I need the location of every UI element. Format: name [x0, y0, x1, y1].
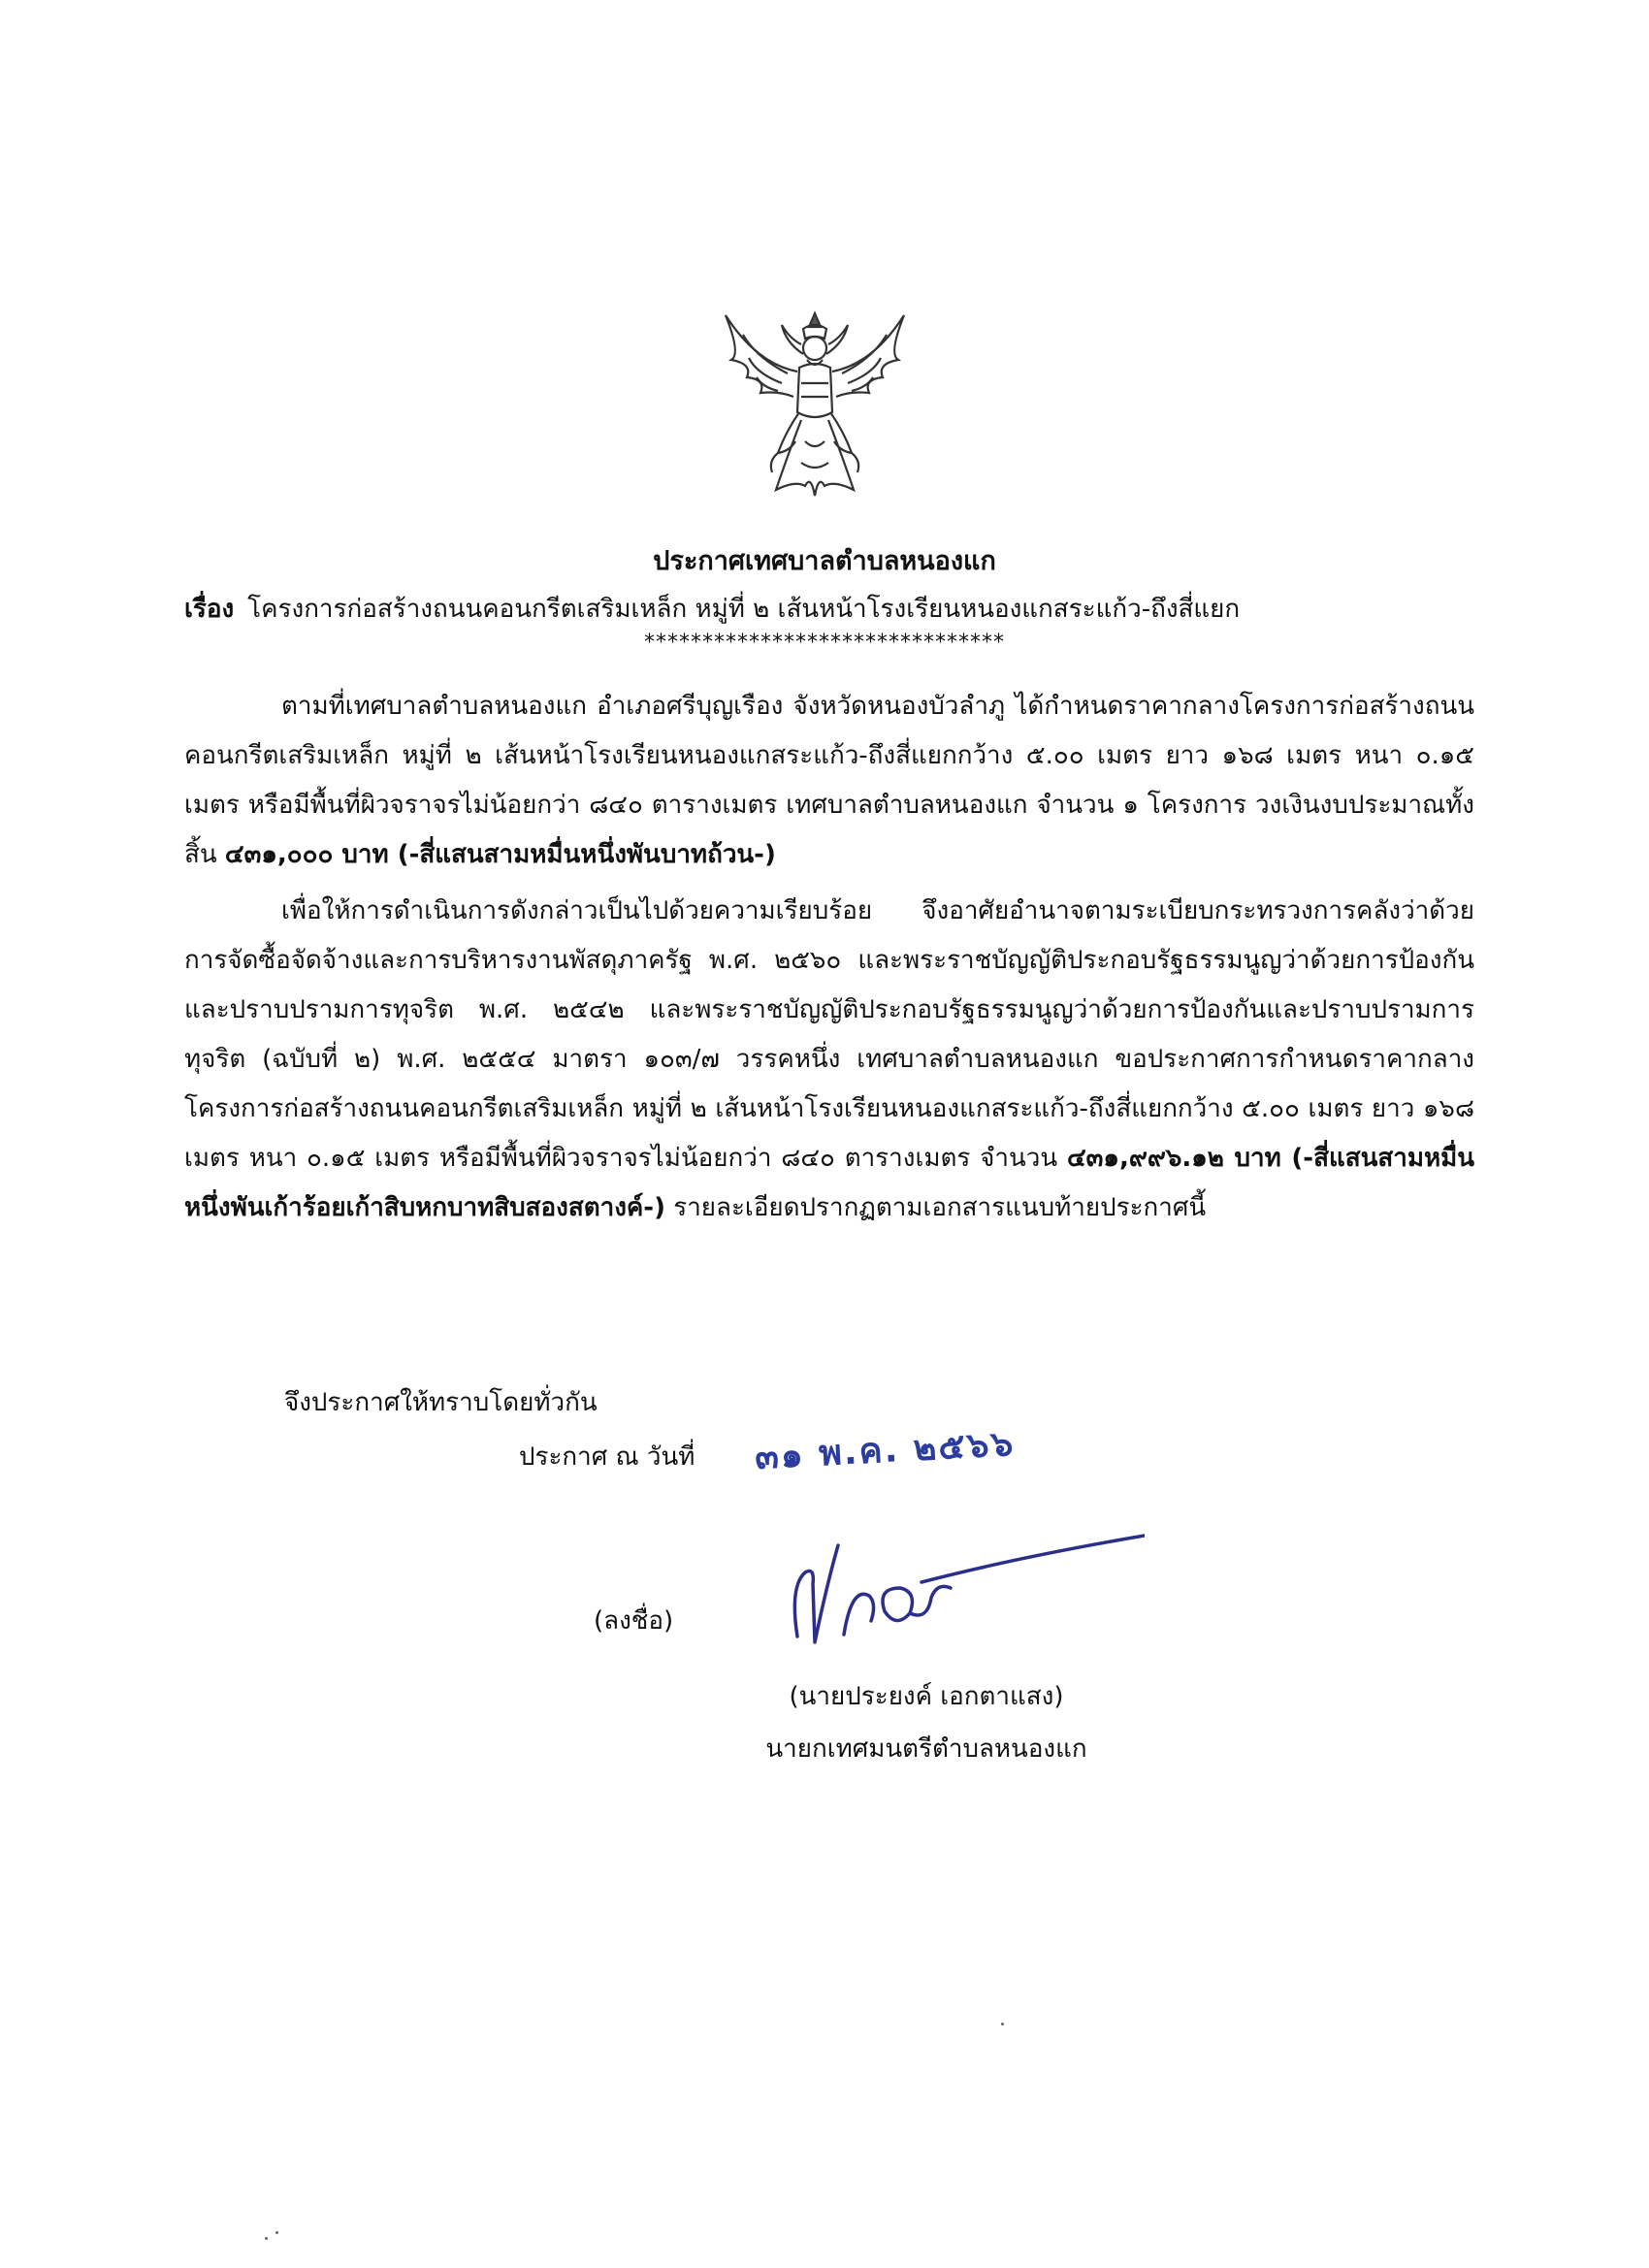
subject-text: โครงการก่อสร้างถนนคอนกรีตเสริมเหล็ก หมู่ที่ ๒ เส้นหน้าโรงเรียนหนองแกสระแก้ว-ถึงสี่แยก	[247, 595, 1241, 624]
announce-date-label: ประกาศ ณ วันที่	[519, 1442, 695, 1472]
subject-label: เรื่อง	[184, 595, 235, 624]
scan-speck	[1001, 2023, 1004, 2025]
subject-line	[184, 589, 1240, 629]
handwritten-signature-icon	[776, 1528, 1145, 1654]
scan-speck	[265, 2237, 268, 2240]
signer-title: นายกเทศมนตรีตำบลหนองแก	[765, 1734, 1087, 1764]
paragraph-2	[184, 887, 1474, 1233]
separator: *******************************	[644, 631, 1005, 655]
paragraph-1-amount: ๔๓๑,๐๐๐ บาท (-สี่แสนสามหมื่นหนึ่งพันบาทถ้วน-)	[224, 840, 776, 869]
signature-label: (ลงชื่อ)	[594, 1606, 674, 1636]
announce-date-stamp: ๓๑ พ.ค. ๒๕๖๖	[754, 1424, 1017, 1477]
paragraph-2-amount: ๔๓๑,๙๙๖.๑๒ บาท (-สี่แสนสามหมื่นหนึ่งพันเก้าร้อยเก้าสิบหกบาทสิบสองสตางค์-)	[184, 1144, 1475, 1222]
paragraph-1	[184, 682, 1474, 880]
paragraph-2-tail: รายละเอียดปรากฏตามเอกสารแนบท้ายประกาศนี้	[664, 1193, 1207, 1222]
scan-speck	[275, 2231, 278, 2234]
signer-name: (นายประยงค์ เอกตาแสง)	[789, 1682, 1064, 1711]
paragraph-2-text: เพื่อให้การดำเนินการดังกล่าวเป็นไปด้วยความเรียบร้อย จึงอาศัยอำนาจตามระเบียบกระทรวงการคลังว่าด้วยการจัดซื้อจัดจ้างและการบริหารงานพัสดุภาครัฐ พ.ศ. ๒๕๖๐ และพระราชบัญญัติประกอบรัฐธรรมนูญว่าด้วยการป้องกันและปราบปรามการทุจริต พ.ศ. ๒๕๔๒ และพระราชบัญญัติประกอบรัฐธรรมนูญว่าด้วยการป้องกันและปราบปรามการทุจริต (ฉบับที่ ๒) พ.ศ. ๒๕๕๔ มาตรา ๑๐๓/๗ วรรคหนึ่ง เทศบาลตำบลหนองแก ขอประกาศการกำหนดราคากลางโครงการก่อสร้างถนนคอนกรีตเสริมเหล็ก หมู่ที่ ๒ เส้นหน้าโรงเรียนหนองแกสระแก้ว-ถึงสี่แยกกว้าง ๕.๐๐ เมตร ยาว ๑๖๘ เมตร หนา ๐.๑๕ เมตร หรือมีพื้นที่ผิวจราจรไม่น้อยกว่า ๘๔๐ ตารางเมตร จำนวน	[184, 896, 1474, 1173]
closing-statement: จึงประกาศให้ทราบโดยทั่วกัน	[284, 1388, 598, 1417]
garuda-emblem-icon	[718, 296, 912, 504]
document-title: ประกาศเทศบาลตำบลหนองแก	[653, 546, 996, 576]
paragraph-1-text: ตามที่เทศบาลตำบลหนองแก อำเภอศรีบุญเรือง จังหวัดหนองบัวลำภู ได้กำหนดราคากลางโครงการก่อสร้างถนนคอนกรีตเสริมเหล็ก หมู่ที่ ๒ เส้นหน้าโรงเรียนหนองแกสระแก้ว-ถึงสี่แยกกว้าง ๕.๐๐ เมตร ยาว ๑๖๘ เมตร หนา ๐.๑๕ เมตร หรือมีพื้นที่ผิวจราจรไม่น้อยกว่า ๘๔๐ ตารางเมตร เทศบาลตำบลหนองแก จำนวน ๑ โครงการ วงเงินงบประมาณทั้งสิ้น	[184, 692, 1474, 869]
